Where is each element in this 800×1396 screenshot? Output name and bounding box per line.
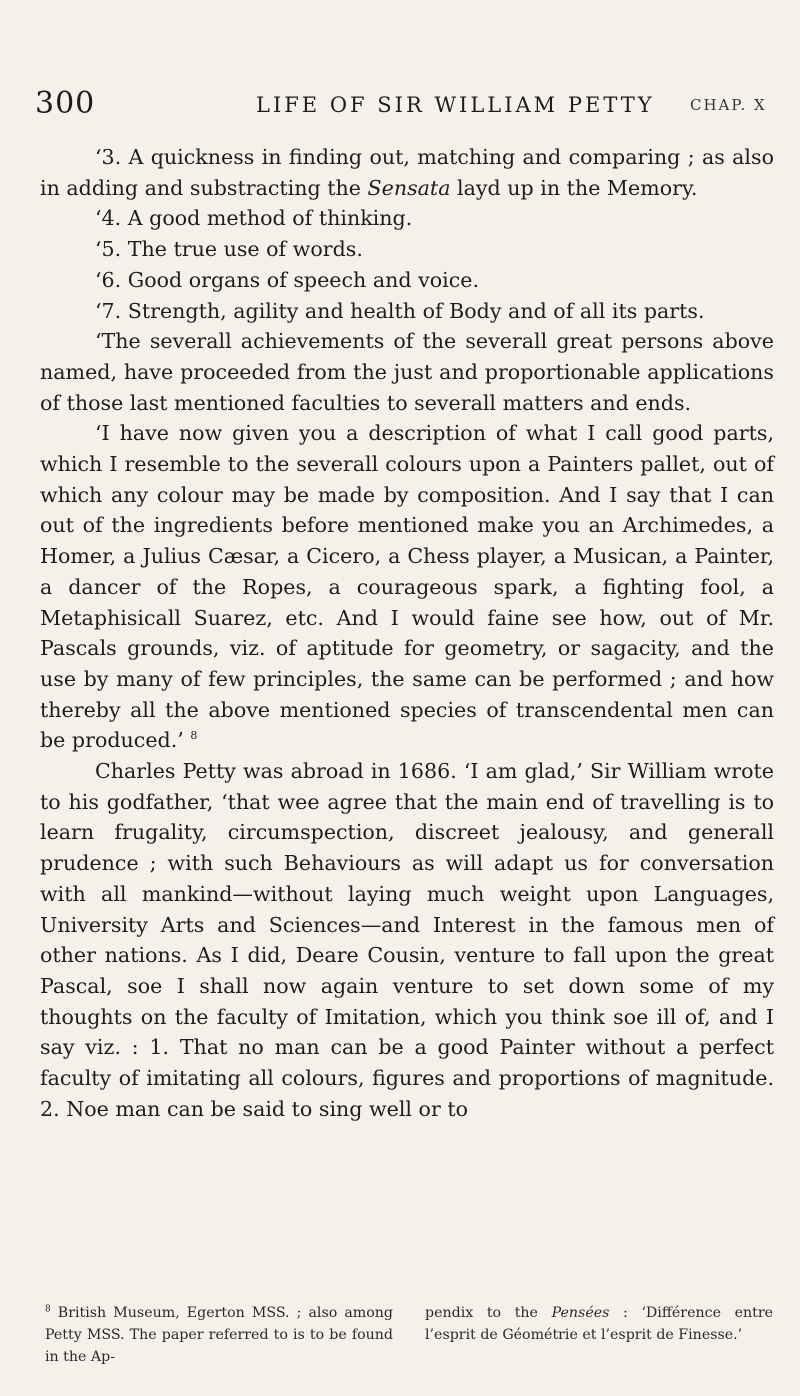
italic-term: Sensata [367,175,451,200]
paragraph-charles-petty: Charles Petty was abroad in 1686. ‘I am glad,’ Sir William wrote to his godfather, ‘that wee agree that the main end of travelling is to learn frugality, circumspection, discreet jealousy, and generall prudence ; with such Behaviours as will adapt us for conversation with all mankind—without laying much weight upon Languages, University Arts and Sciences—and Interest in the famous men of other nations. As I did, Deare Cousin, venture to fall upon the great Pascal, soe I shall now again venture to set down some of my thoughts on the faculty of Imitation, which you think soe ill of, and I say viz. : 1. That no man can be a good Painter without a perfect faculty of imitating all colours, figures and proportions of magnitude. 2. Noe man can be said to sing well or to [40,759,774,1121]
footnote-column-left [45,1302,393,1368]
footnote-text: pendix to the [425,1305,552,1321]
paragraph-text: ‘3. A quickness in finding out, matching and comparing ; as also in adding and substracting the [40,145,774,200]
paragraph-item-4: ‘4. A good method of thinking. [95,206,413,231]
paragraph-text: ‘I have now given you a description of what I call good parts, which I resemble to the severall colours upon a Painters pallet, out of which any colour may be made by composition. And I say that I can out of the ingredients before mentioned make you an Archimedes, a Homer, a Julius Cæsar, a Cicero, a Chess player, a Musican, a Painter, a dancer of the Ropes, a courageous spark, a fighting fool, a Metaphisicall Suarez, etc. And I would faine see how, out of Mr. Pascals grounds, viz. of aptitude for geometry, or sagacity, and the use by many of few principles, the same can be performed ; and how thereby all the above mentioned species of transcendental men can be produced.’ [40,421,774,753]
paragraph-item-3 [40,142,774,203]
paragraph-good-parts [40,418,774,756]
footnote-text: British Museum, Egerton MSS. ; also among Petty MSS. The paper referred to is to be found in the Ap- [45,1305,393,1365]
paragraph-achievements: ‘The severall achievements of the severall great persons above named, have proceeded from the just and proportionable applications of those last mentioned faculties to severall matters and ends. [40,329,774,415]
footnote-text: : ‘Différence entre l’esprit de Géométrie et l’esprit de Finesse.’ [425,1305,774,1343]
footnote-ref[interactable]: 8 [190,729,198,743]
page-number: 300 [35,86,96,121]
paragraph-item-5: ‘5. The true use of words. [95,237,363,262]
running-title: LIFE OF SIR WILLIAM PETTY [256,93,655,117]
body-text [40,142,774,1125]
footnote-marker: 8 [45,1304,51,1315]
paragraph-item-7: ‘7. Strength, agility and health of Body and of all its parts. [95,298,705,323]
footnote-column-right [425,1302,773,1368]
page-header [0,86,800,126]
paragraph-text: layd up in the Memory. [450,175,698,200]
paragraph-item-6: ‘6. Good organs of speech and voice. [95,267,479,292]
footnote-italic-title: Pensées [551,1305,610,1321]
footnotes [45,1302,773,1368]
chapter-label: CHAP. X [690,96,767,114]
